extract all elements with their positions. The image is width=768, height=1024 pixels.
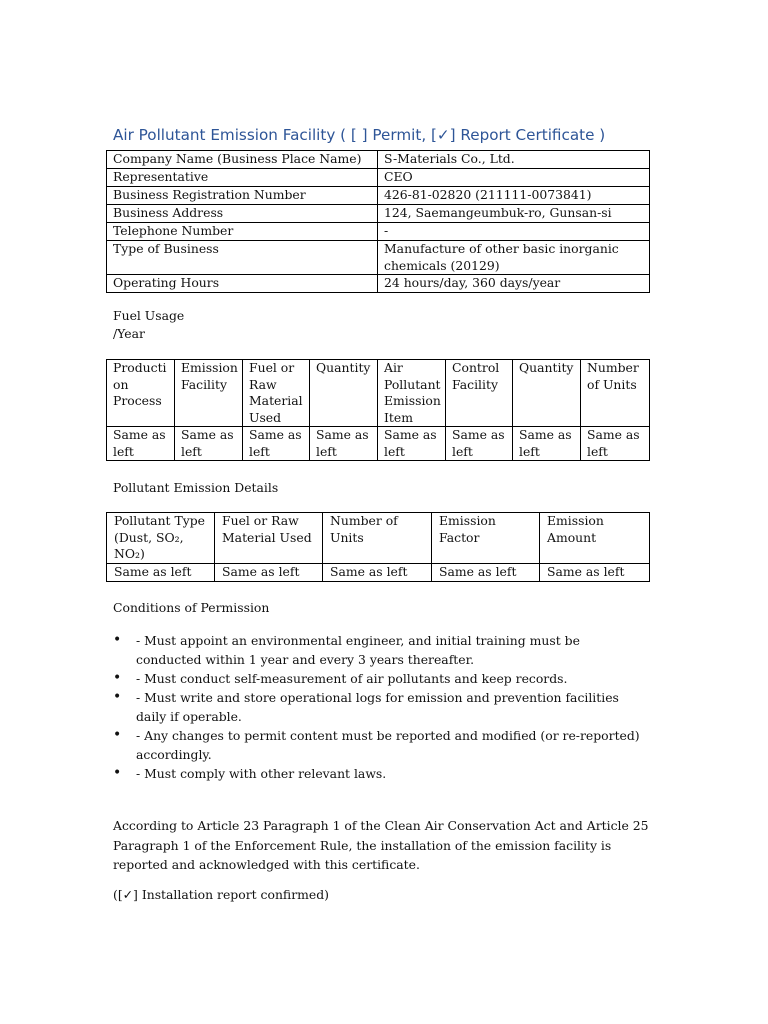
table-cell: Same as left: [107, 564, 215, 582]
info-label: Company Name (Business Place Name): [107, 151, 378, 169]
condition-text: - Must conduct self-measurement of air pollutants and keep records.: [136, 671, 568, 686]
column-header: Quantity: [513, 360, 581, 427]
column-header: Fuel or Raw Material Used: [243, 360, 310, 427]
table-cell: Same as left: [310, 427, 378, 461]
table-cell: Same as left: [446, 427, 513, 461]
legal-paragraph: According to Article 23 Paragraph 1 of the Clean Air Conservation Act and Article 25 Paragraph 1 of the Enforcement Rule, the installation of the emission facility is reported and acknowledged with this certificate.: [113, 818, 649, 872]
pollutant-section-label: Pollutant Emission Details: [113, 480, 279, 495]
column-header: Number of Units: [323, 513, 432, 564]
column-header: Number of Units: [581, 360, 650, 427]
fuel-usage-table: [106, 359, 650, 461]
table-cell: Same as left: [175, 427, 243, 461]
info-value: 24 hours/day, 360 days/year: [378, 275, 650, 293]
info-value: -: [378, 223, 650, 241]
table-cell: Same as left: [581, 427, 650, 461]
info-value: 426-81-02820 (211111-0073841): [378, 187, 650, 205]
table-cell: Same as left: [323, 564, 432, 582]
condition-text: - Must write and store operational logs for emission and prevention facilities daily if operable.: [136, 690, 619, 724]
conditions-label: Conditions of Permission: [113, 600, 270, 615]
company-info-table: [106, 150, 650, 293]
info-value: 124, Saemangeumbuk-ro, Gunsan-si: [378, 205, 650, 223]
list-item: [113, 764, 643, 783]
pollutant-emission-table: [106, 512, 650, 582]
bullet-icon: •: [113, 632, 122, 648]
table-cell: Same as left: [513, 427, 581, 461]
table-cell: Same as left: [243, 427, 310, 461]
info-label: Representative: [107, 169, 378, 187]
table-cell: Same as left: [107, 427, 175, 461]
fuel-usage-label: Fuel Usage: [113, 308, 185, 323]
confirmation-note: ([✓] Installation report confirmed): [113, 887, 329, 902]
column-header: Pollutant Type (Dust, SO₂, NO₂): [107, 513, 215, 564]
info-value: CEO: [378, 169, 650, 187]
table-row: [107, 205, 650, 223]
column-header: Emission Amount: [540, 513, 650, 564]
conditions-list: [113, 631, 643, 783]
table-cell: Same as left: [215, 564, 323, 582]
list-item: [113, 726, 643, 764]
condition-text: - Any changes to permit content must be reported and modified (or re-reported) accordingly.: [136, 728, 640, 762]
column-header: Producti on Process: [107, 360, 175, 427]
bullet-icon: •: [113, 670, 122, 686]
table-row: [107, 427, 650, 461]
fuel-usage-per-year-label: /Year: [113, 326, 145, 341]
table-header-row: [107, 360, 650, 427]
table-cell: Same as left: [378, 427, 446, 461]
table-cell: Same as left: [432, 564, 540, 582]
page-title: Air Pollutant Emission Facility ( [ ] Permit, [✓] Report Certificate ): [113, 126, 606, 144]
condition-text: - Must appoint an environmental engineer, and initial training must be conducted within 1 year and every 3 years thereafter.: [136, 633, 580, 667]
list-item: [113, 631, 643, 669]
table-row: [107, 169, 650, 187]
table-row: [107, 187, 650, 205]
column-header: Control Facility: [446, 360, 513, 427]
table-row: [107, 275, 650, 293]
column-header: Emission Factor: [432, 513, 540, 564]
table-header-row: [107, 513, 650, 564]
bullet-icon: •: [113, 689, 122, 705]
info-label: Operating Hours: [107, 275, 378, 293]
info-value: Manufacture of other basic inorganic chemicals (20129): [378, 241, 650, 275]
table-row: [107, 241, 650, 275]
info-label: Type of Business: [107, 241, 378, 275]
column-header: Quantity: [310, 360, 378, 427]
info-label: Business Registration Number: [107, 187, 378, 205]
column-header: Emission Facility: [175, 360, 243, 427]
info-label: Business Address: [107, 205, 378, 223]
list-item: [113, 669, 643, 688]
condition-text: - Must comply with other relevant laws.: [136, 766, 387, 781]
table-row: [107, 151, 650, 169]
bullet-icon: •: [113, 765, 122, 781]
bullet-icon: •: [113, 727, 122, 743]
table-cell: Same as left: [540, 564, 650, 582]
info-label: Telephone Number: [107, 223, 378, 241]
column-header: Fuel or Raw Material Used: [215, 513, 323, 564]
table-row: [107, 564, 650, 582]
table-row: [107, 223, 650, 241]
info-value: S-Materials Co., Ltd.: [378, 151, 650, 169]
column-header: Air Pollutant Emission Item: [378, 360, 446, 427]
list-item: [113, 688, 643, 726]
